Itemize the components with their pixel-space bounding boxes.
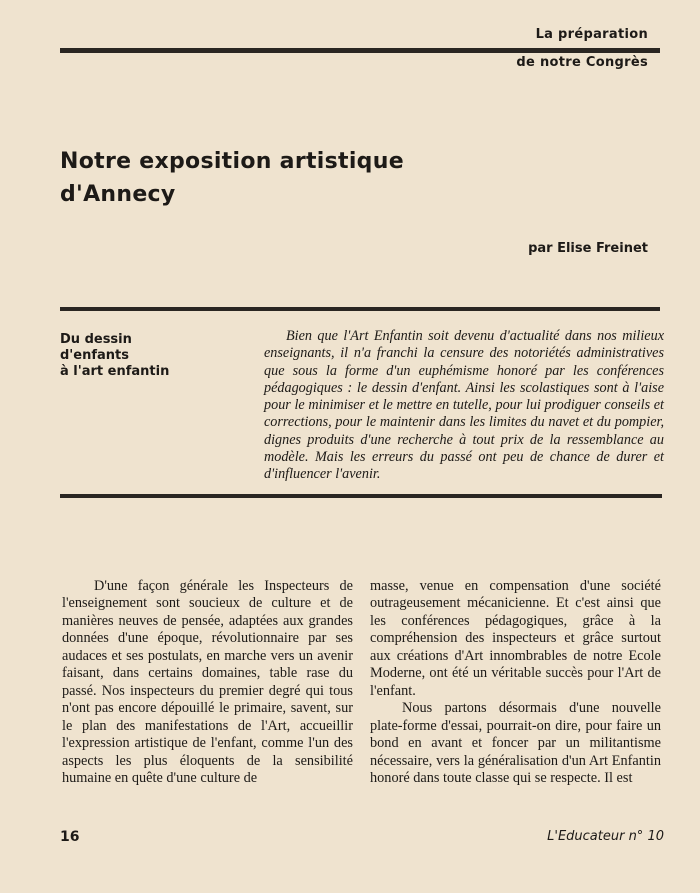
- intro-bottom-rule: [60, 494, 662, 498]
- article-title-line1: Notre exposition artistique: [60, 149, 404, 174]
- author-byline: par Elise Freinet: [528, 241, 648, 256]
- article-title: [60, 145, 404, 211]
- intro-top-rule: [60, 307, 660, 311]
- intro-paragraph: Bien que l'Art Enfantin soit devenu d'actualité dans nos milieux enseignants, il n'a franchi la censure des notoriétés administratives que sous la forme d'un euphémisme honoré par les conférences pédagogiques : le dessin d'enfant. Ainsi les scolastiques sont à l'aise pour le minimiser et le mettre en tutelle, pour lui prodiguer conseils et corrections, pour le maintenir dans les limites du navet et du pompier, dignes produits d'une recherche à tout prix de la ressemblance au modèle. Mais les erreurs du passé ont peu de chance de durer et d'influencer l'avenir.: [264, 328, 664, 483]
- sidebar-heading-line2: d'enfants: [60, 348, 129, 363]
- body-column-left: [62, 578, 353, 787]
- section-kicker-line2: de notre Congrès: [516, 55, 648, 70]
- section-kicker-line1: La préparation: [535, 27, 648, 42]
- intro-paragraph-block: [264, 328, 664, 484]
- body-paragraph: Nous partons désormais d'une nouvelle plate-forme d'essai, pourrait-on dire, pour faire un bond en avant et foncer par un militantisme nécessaire, vers la généralisation d'un Art Enfantin honoré dans toute classe qui se respecte. Il est: [370, 700, 661, 786]
- sidebar-heading-line3: à l'art enfantin: [60, 364, 170, 379]
- body-paragraph: masse, venue en compensation d'une société outrageusement mécanicienne. Et c'est ainsi que les conférences pédagogiques, grâce à la compréhension des inspecteurs et grâce surtout aux créations d'Art innombrables de notre Ecole Moderne, ont été un véritable succès pour l'Art de l'enfant.: [370, 578, 661, 699]
- issue-label: L'Educateur n° 10: [547, 829, 664, 844]
- page-number: 16: [60, 829, 80, 845]
- article-title-line2: d'Annecy: [60, 182, 176, 207]
- sidebar-heading: [60, 332, 210, 380]
- sidebar-heading-line1: Du dessin: [60, 332, 132, 347]
- body-paragraph: D'une façon générale les Inspecteurs de l'enseignement sont soucieux de culture et de manières neuves de pensée, adaptées aux grandes données d'une époque, révolutionnaire par ses audaces et ses postulats, en marche vers un avenir faisant, dans certains domaines, table rase du passé. Nos inspecteurs du premier degré qui tous n'ont pas encore dépouillé le primaire, savent, sur le plan des manifestations de l'Art, accueillir l'expression artistique de l'enfant, comme l'un des aspects les plus éloquents de la sensibilité humaine en quête d'une culture de: [62, 578, 353, 786]
- top-rule: [60, 48, 660, 53]
- body-column-right: [370, 578, 661, 787]
